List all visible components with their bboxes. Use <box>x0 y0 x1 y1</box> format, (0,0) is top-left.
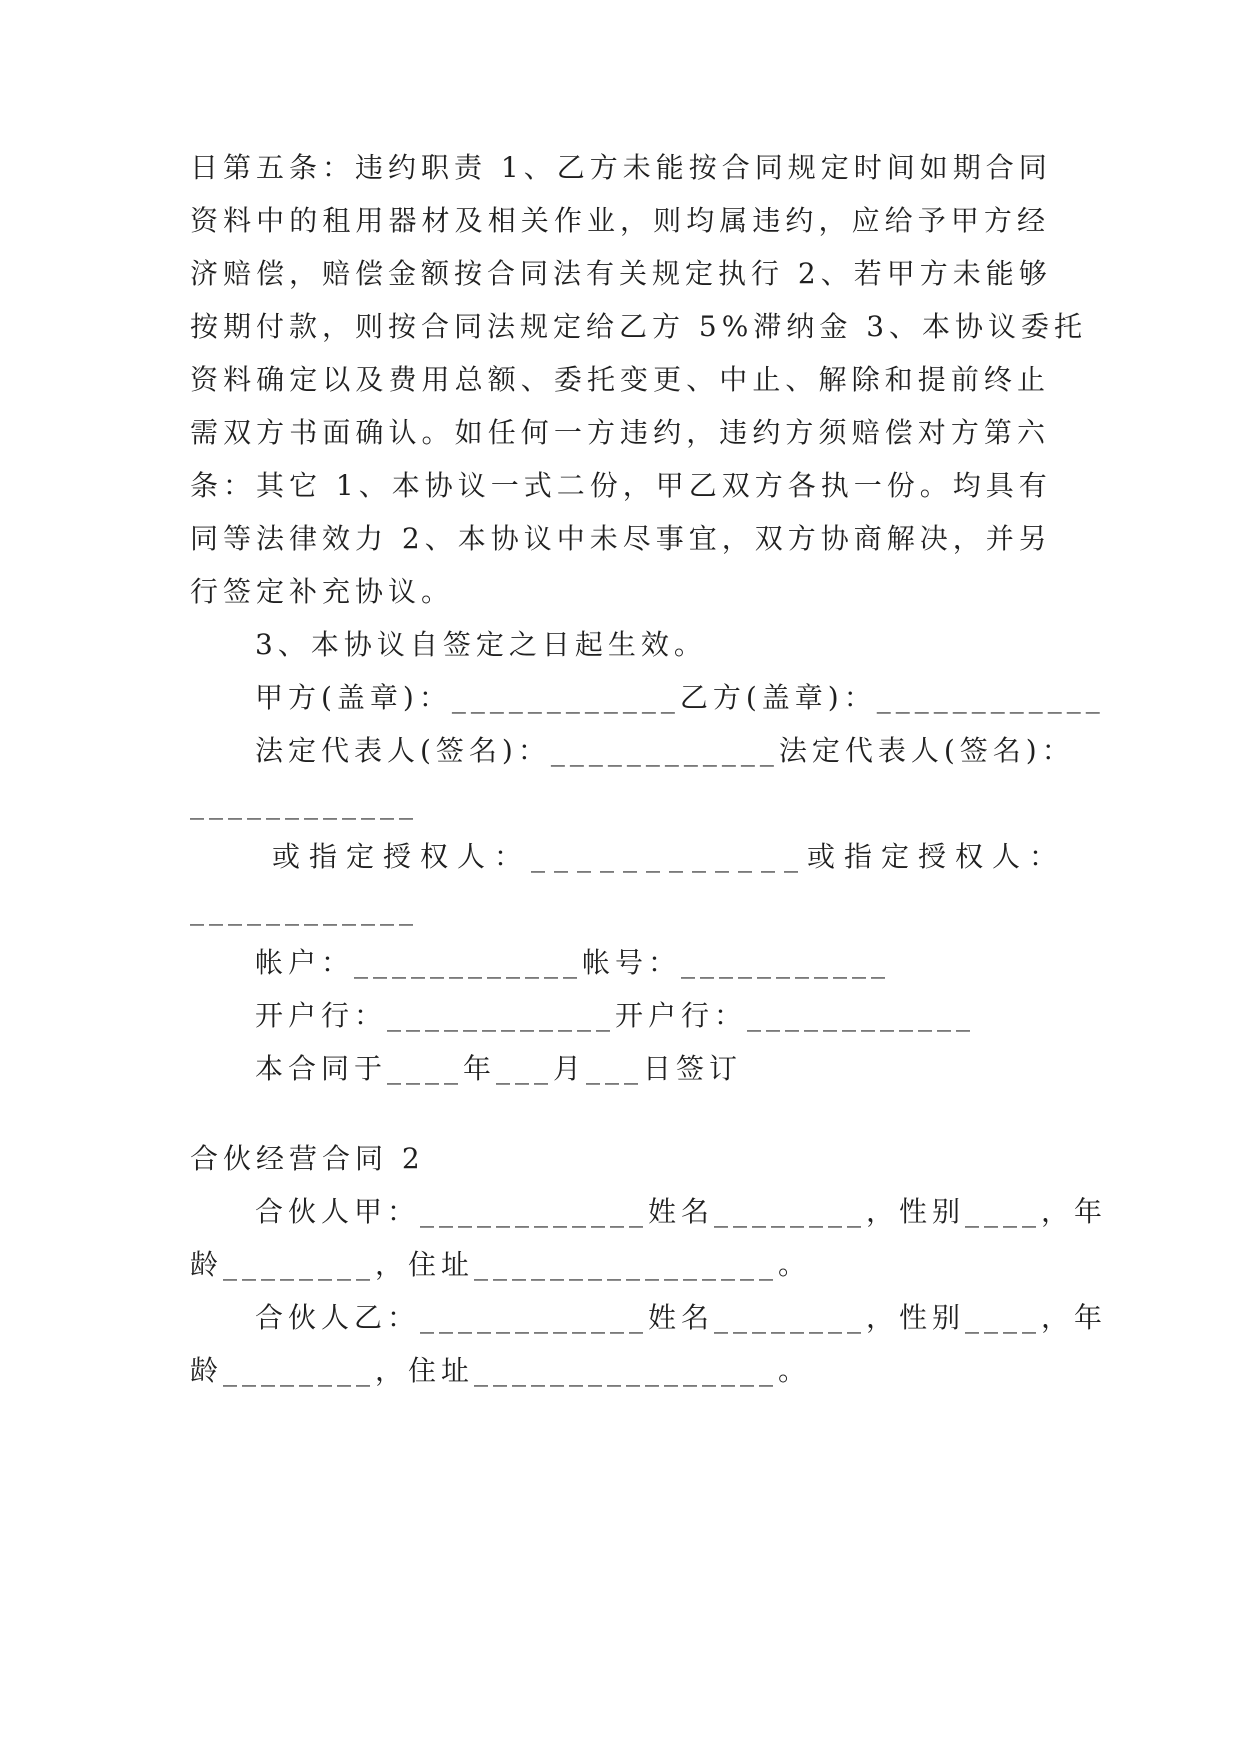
representative-blank: ____________ <box>190 787 418 820</box>
paragraph-line: 条：其它 1、本协议一式二份，甲乙双方各执一份。均具有 <box>190 469 1052 502</box>
partner-b-line: 合伙人乙：____________姓名________，性别____，年 <box>255 1301 1108 1334</box>
section-title: 合伙经营合同 2 <box>190 1142 425 1175</box>
paragraph-line: 按期付款，则按合同法规定给乙方 5%滞纳金 3、本协议委托 <box>190 310 1088 343</box>
authorized-person-line: 或指定授权人：____________或指定授权人： <box>272 840 1067 873</box>
paragraph-line: 济赔偿，赔偿金额按合同法有关规定执行 2、若甲方未能够 <box>190 257 1052 290</box>
partner-a-address: 龄________，住址________________。 <box>190 1248 812 1281</box>
seal-line: 甲方(盖章)：____________乙方(盖章)：____________ <box>255 681 1105 714</box>
representative-line: 法定代表人(签名)：____________法定代表人(签名)： <box>255 734 1075 767</box>
authorized-person-blank: ____________ <box>190 893 418 926</box>
paragraph-line: 资料中的租用器材及相关作业，则均属违约，应给予甲方经 <box>190 204 1050 237</box>
paragraph-line: 需双方书面确认。如任何一方违约，违约方须赔偿对方第六 <box>190 416 1050 449</box>
paragraph-line: 资料确定以及费用总额、委托变更、中止、解除和提前终止 <box>190 363 1050 396</box>
paragraph-line: 日第五条：违约职责 1、乙方未能按合同规定时间如期合同 <box>190 151 1052 184</box>
signing-date-line: 本合同于____年___月___日签订 <box>255 1052 743 1085</box>
account-line: 帐户：____________帐号：___________ <box>255 946 891 979</box>
paragraph-line: 同等法律效力 2、本协议中未尽事宜，双方协商解决，并另 <box>190 522 1052 555</box>
partner-b-address: 龄________，住址________________。 <box>190 1354 812 1387</box>
partner-a-line: 合伙人甲：____________姓名________，性别____，年 <box>255 1195 1108 1228</box>
effective-clause: 3、本协议自签定之日起生效。 <box>255 628 707 661</box>
bank-line: 开户行：____________开户行：____________ <box>255 999 976 1032</box>
paragraph-line: 行签定补充协议。 <box>190 575 455 608</box>
